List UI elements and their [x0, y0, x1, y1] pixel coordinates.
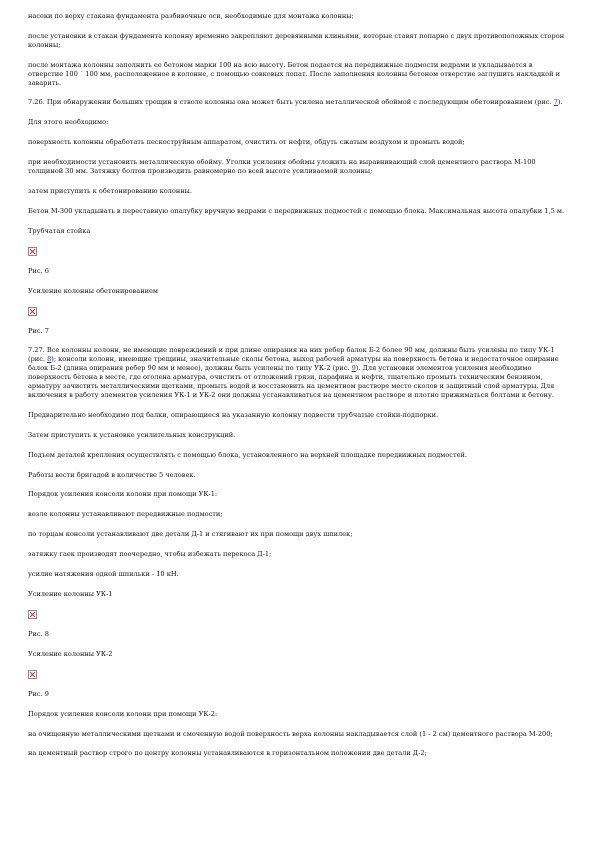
figure-link-9[interactable]: 9 [351, 364, 356, 373]
paragraph: на цементный раствор строго по центру колонны устанавливаются в горизонтальном положении две детали Д-2; [28, 749, 427, 758]
figure-title: Усиление колонны УК-2 [28, 649, 113, 658]
figure-caption: Рис. 7 [28, 326, 49, 335]
paragraph: по торцам консоли устанавливают две детали Д-1 и стягивают их при помощи двух шпилек; [28, 530, 353, 539]
paragraph: Подъем деталей крепления осуществлять с помощью блока, установленного на верхней площадке передвижных подмостей. [28, 450, 468, 459]
figure-caption: Рис. 6 [28, 266, 49, 275]
paragraph: после монтажа колонны заполнить ее бетоном марки 100 на всю высоту. Бетон подается на передвижные подмости ведрами и укладывается в отверстие 100 ´ 100 мм, расположенное в колонне, с помощью совковых лопат. После заполнения колонны бетоном отверстие заглушить накладкой и заварить. [28, 60, 560, 87]
paragraph: после установки в стакан фундамента колонну временно закрепляют деревянными клиньями, которые ставят попарно с двух противоположных сторон колонны; [28, 31, 565, 49]
paragraph: при необходимости установить металлическую обойму. Уголки усиления обоймы уложить на выравнивающий слой цементного раствора М-100 толщиной 30 мм. Затяжку болтов производить равномерно по всей высоте усиливаемой колонны; [28, 158, 536, 176]
figure-link-7[interactable]: 7 [553, 98, 558, 107]
paragraph: Затем приступить к установке усилительных конструкций. [28, 430, 236, 439]
paragraph: Работы вести бригадой в количестве 5 человек. [28, 470, 196, 479]
paragraph: затяжку гаек производят поочередно, чтобы избежать перекоса Д-1; [28, 550, 272, 559]
paragraph: Бетон М-300 укладывать в переставную опалубку вручную ведрами с передвижных подмостей с помощью блока. Максимальная высота опалубки 1,5 м. [28, 206, 565, 215]
paragraph: Порядок усиления консоли колонн при помощи УК-2: [28, 709, 218, 718]
paragraph: Для этого необходимо: [28, 118, 109, 127]
figure-caption: Рис. 9 [28, 689, 49, 698]
broken-image-icon [28, 670, 37, 679]
paragraph-text: ). [557, 98, 563, 107]
document-page [28, 12, 568, 769]
paragraph-text: ); консоли колонн, имеющие трещины, значительные сколы бетона, выход рабочей арматуры на поверхность бетона и недостаточное опирание балок Б-2 (длина опирания ребер 90 мм и менее), должны быть усилены по типу УК-2 (рис. [28, 355, 559, 373]
paragraph: Предварительно необходимо под балки, опирающиеся на указанную колонну подвести трубчатые стойки-подпорки. [28, 410, 439, 419]
figure-title: Трубчатая стойка [28, 226, 91, 235]
paragraph: затем приступить к обетонированию колонны. [28, 186, 192, 195]
broken-image-icon [28, 247, 37, 256]
paragraph [28, 346, 568, 399]
paragraph-text: ). Для установки элементов усиления необходимо поверхность бетона в месте, где оголена арматура, очистить от отложений грязи, парафина и нефти, тщательно промыть техническим бензином, арматуру зачистить металлическими щетками, промыть водой и восстановить на цементном растворе место сколов и защитный слой арматуры. Для включения в работу элементов усиления УК-1 и УК-2 они должны устанавливаться на цементном растворе и плотно прижиматься болтами к бетону. [28, 364, 555, 399]
figure-title: Усиление колонны обетонированием [28, 286, 159, 295]
paragraph: Порядок усиления консоли колонн при помощи УК-1: [28, 490, 218, 499]
paragraph: на очищенную металлическими щетками и смоченную водой поверхность верха колонны накладывается слой (1 - 2 см) цементного раствора М-200; [28, 729, 553, 738]
paragraph: возле колонны устанавливают передвижные подмости; [28, 510, 223, 519]
paragraph: усилие натяжения одной шпильки - 10 кН. [28, 570, 179, 579]
paragraph-text: 7.26. При обнаружении больших трещин в стволе колонны она может быть усилена металлической обоймой с последующим обетонированием (рис. [28, 98, 554, 107]
paragraph: насеки по верху стакана фундамента разбивочные оси, необходимые для монтажа колонны; [28, 12, 354, 20]
paragraph-text: 7.27. Все колонны колонн, не имеющие повреждений и при длине опирания на них ребер балок Б-2 более 90 мм, должны быть усилены по типу УК-1 (рис. [28, 346, 555, 364]
figure-link-8[interactable]: 8 [47, 355, 52, 364]
figure-caption: Рис. 8 [28, 629, 49, 638]
paragraph: поверхность колонны обработать пескоструйным аппаратом, очистить от нефти, обдуть сжатым воздухом и промыть водой; [28, 138, 465, 147]
figure-title: Усиление колонны УК-1 [28, 590, 113, 598]
broken-image-icon [28, 610, 37, 619]
paragraph [28, 98, 568, 107]
broken-image-icon [28, 307, 37, 316]
